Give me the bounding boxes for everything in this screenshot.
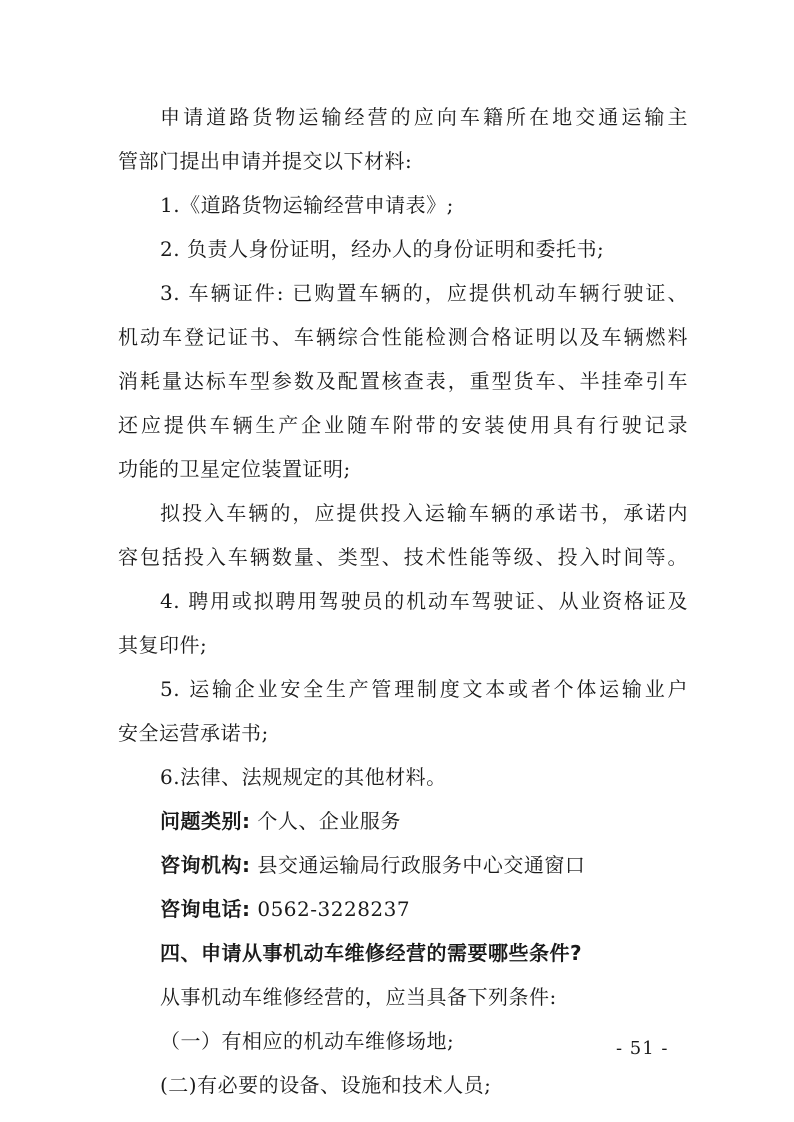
list-item-5: 5. 运输企业安全生产管理制度文本或者个体运输业户 (160, 677, 688, 701)
paragraph-line: 管部门提出申请并提交以下材料: (118, 149, 413, 173)
problem-category-value: 个人、企业服务 (257, 809, 401, 833)
list-item-3: 3. 车辆证件: 已购置车辆的，应提供机动车辆行驶证、 (160, 281, 688, 305)
consult-phone (160, 895, 688, 923)
list-item-2: 2. 负责人身份证明，经办人的身份证明和委托书; (160, 237, 605, 261)
list-item-1: 1.《道路货物运输经营申请表》; (160, 193, 454, 217)
list-item-4: 4. 聘用或拟聘用驾驶员的机动车驾驶证、从业资格证及 (160, 589, 688, 613)
page-number: - 51 - (616, 1038, 669, 1059)
paragraph-line: 拟投入车辆的，应提供投入运输车辆的承诺书，承诺内 (160, 501, 688, 525)
paragraph-line: 机动车登记证书、车辆综合性能检测合格证明以及车辆燃料 (118, 325, 688, 349)
condition-item-2: (二)有必要的设备、设施和技术人员; (160, 1073, 492, 1097)
paragraph-line: 其复印件; (118, 633, 208, 657)
consult-phone-label: 咨询电话: (160, 897, 251, 921)
consult-agency (160, 851, 688, 879)
paragraph-line: 功能的卫星定位装置证明; (118, 457, 351, 481)
paragraph-line: 申请道路货物运输经营的应向车籍所在地交通运输主 (160, 105, 688, 129)
list-item-6: 6.法律、法规规定的其他材料。 (160, 765, 447, 789)
condition-intro: 从事机动车维修经营的，应当具备下列条件: (160, 985, 557, 1009)
consult-phone-value: 0562-3228237 (257, 897, 411, 921)
consult-agency-value: 县交通运输局行政服务中心交通窗口 (257, 853, 586, 877)
paragraph-line: 还应提供车辆生产企业随车附带的安装使用具有行驶记录 (118, 413, 688, 437)
consult-agency-label: 咨询机构: (160, 853, 251, 877)
paragraph-line: 安全运营承诺书; (118, 721, 269, 745)
problem-category-label: 问题类别: (160, 809, 251, 833)
section-heading: 四、申请从事机动车维修经营的需要哪些条件? (160, 941, 583, 965)
problem-category (160, 807, 688, 835)
condition-item-1: （一）有相应的机动车维修场地; (160, 1029, 455, 1053)
paragraph-line: 容包括投入车辆数量、类型、技术性能等级、投入时间等。 (118, 545, 688, 569)
paragraph-line: 消耗量达标车型参数及配置核查表，重型货车、半挂牵引车 (118, 369, 688, 393)
